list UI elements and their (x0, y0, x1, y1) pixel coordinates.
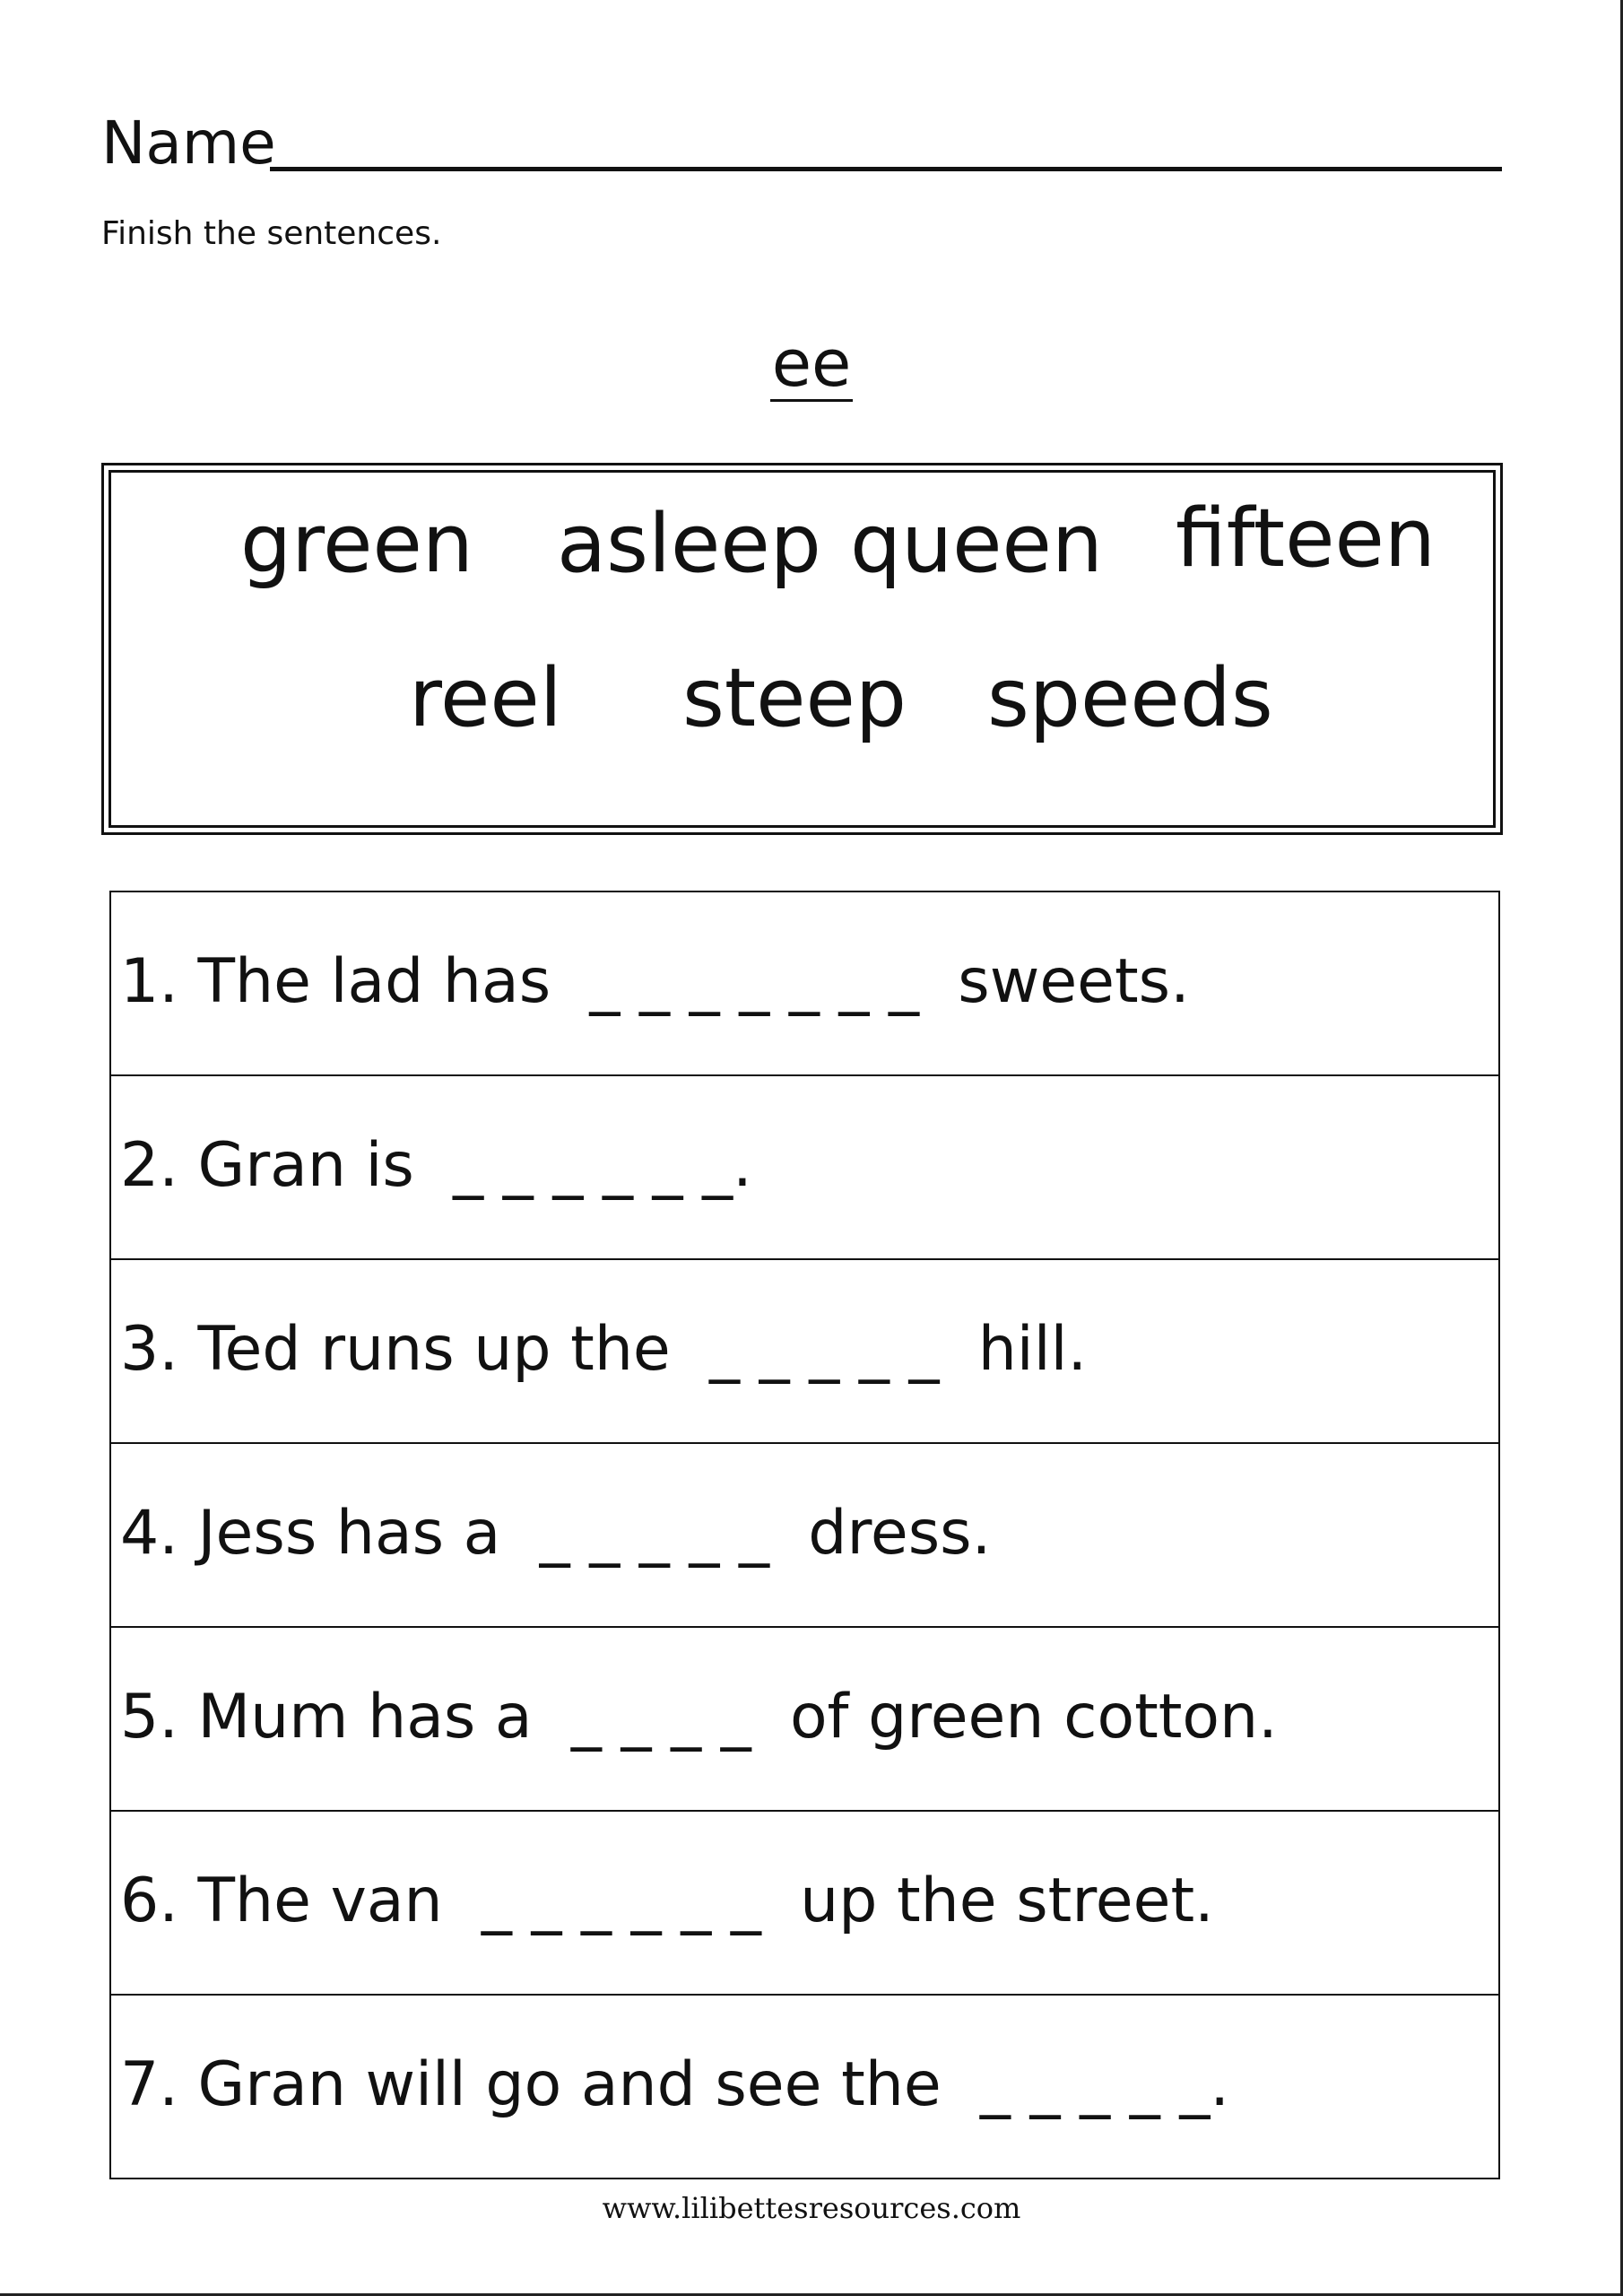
word-bank-word: green (240, 497, 473, 591)
name-line (270, 167, 1502, 171)
sentence-row (111, 1628, 1498, 1812)
word-bank-word: reel (409, 651, 562, 745)
sentence-text-end: hill. (977, 1314, 1088, 1385)
page-title (0, 323, 1623, 404)
sentence-text-end: of green cotton. (789, 1682, 1278, 1752)
answer-blanks[interactable]: _ _ _ _ _ (979, 2049, 1211, 2120)
sentence-row (111, 1260, 1498, 1444)
sentence-row (111, 892, 1498, 1076)
title-text: ee (771, 326, 852, 401)
instructions: Finish the sentences. (101, 215, 442, 252)
sentence-table (109, 891, 1500, 2179)
sentence-text-end: dress. (808, 1498, 992, 1569)
sentence-text: 3. Ted runs up the (120, 1314, 671, 1385)
answer-blanks[interactable]: _ _ _ _ (570, 1682, 751, 1752)
sentence-text: 6. The van (120, 1866, 443, 1936)
sentence-row (111, 1812, 1498, 1996)
answer-blanks[interactable]: _ _ _ _ _ (539, 1498, 770, 1569)
sentence-row (111, 1996, 1498, 2179)
name-row (101, 99, 1410, 179)
answer-blanks[interactable]: _ _ _ _ _ (709, 1314, 940, 1385)
word-bank-word: asleep (557, 497, 821, 591)
footer-url: www.lilibettesresources.com (602, 2191, 1021, 2225)
word-bank-word: speeds (987, 651, 1273, 745)
sentence-text: 2. Gran is (120, 1130, 414, 1201)
word-bank-word: queen (850, 497, 1103, 591)
sentence-text: 5. Mum has a (120, 1682, 533, 1752)
word-bank-word: steep (682, 651, 907, 745)
sentence-text-end: . (733, 1130, 752, 1201)
sentence-text: 4. Jess has a (120, 1498, 501, 1569)
answer-blanks[interactable]: _ _ _ _ _ _ (453, 1130, 733, 1201)
sentence-text: 7. Gran will go and see the (120, 2049, 942, 2120)
sentence-text: 1. The lad has (120, 946, 551, 1017)
sentence-row (111, 1444, 1498, 1628)
sentence-text-end: . (1210, 2049, 1230, 2120)
name-label: Name (101, 109, 276, 178)
sentence-row (111, 1076, 1498, 1260)
word-bank (101, 463, 1503, 835)
answer-blanks[interactable]: _ _ _ _ _ _ _ (589, 946, 920, 1017)
answer-blanks[interactable]: _ _ _ _ _ _ (481, 1866, 761, 1936)
word-bank-word: fifteen (1176, 491, 1436, 586)
sentence-text-end: up the street. (800, 1866, 1214, 1936)
sentence-text-end: sweets. (958, 946, 1190, 1017)
